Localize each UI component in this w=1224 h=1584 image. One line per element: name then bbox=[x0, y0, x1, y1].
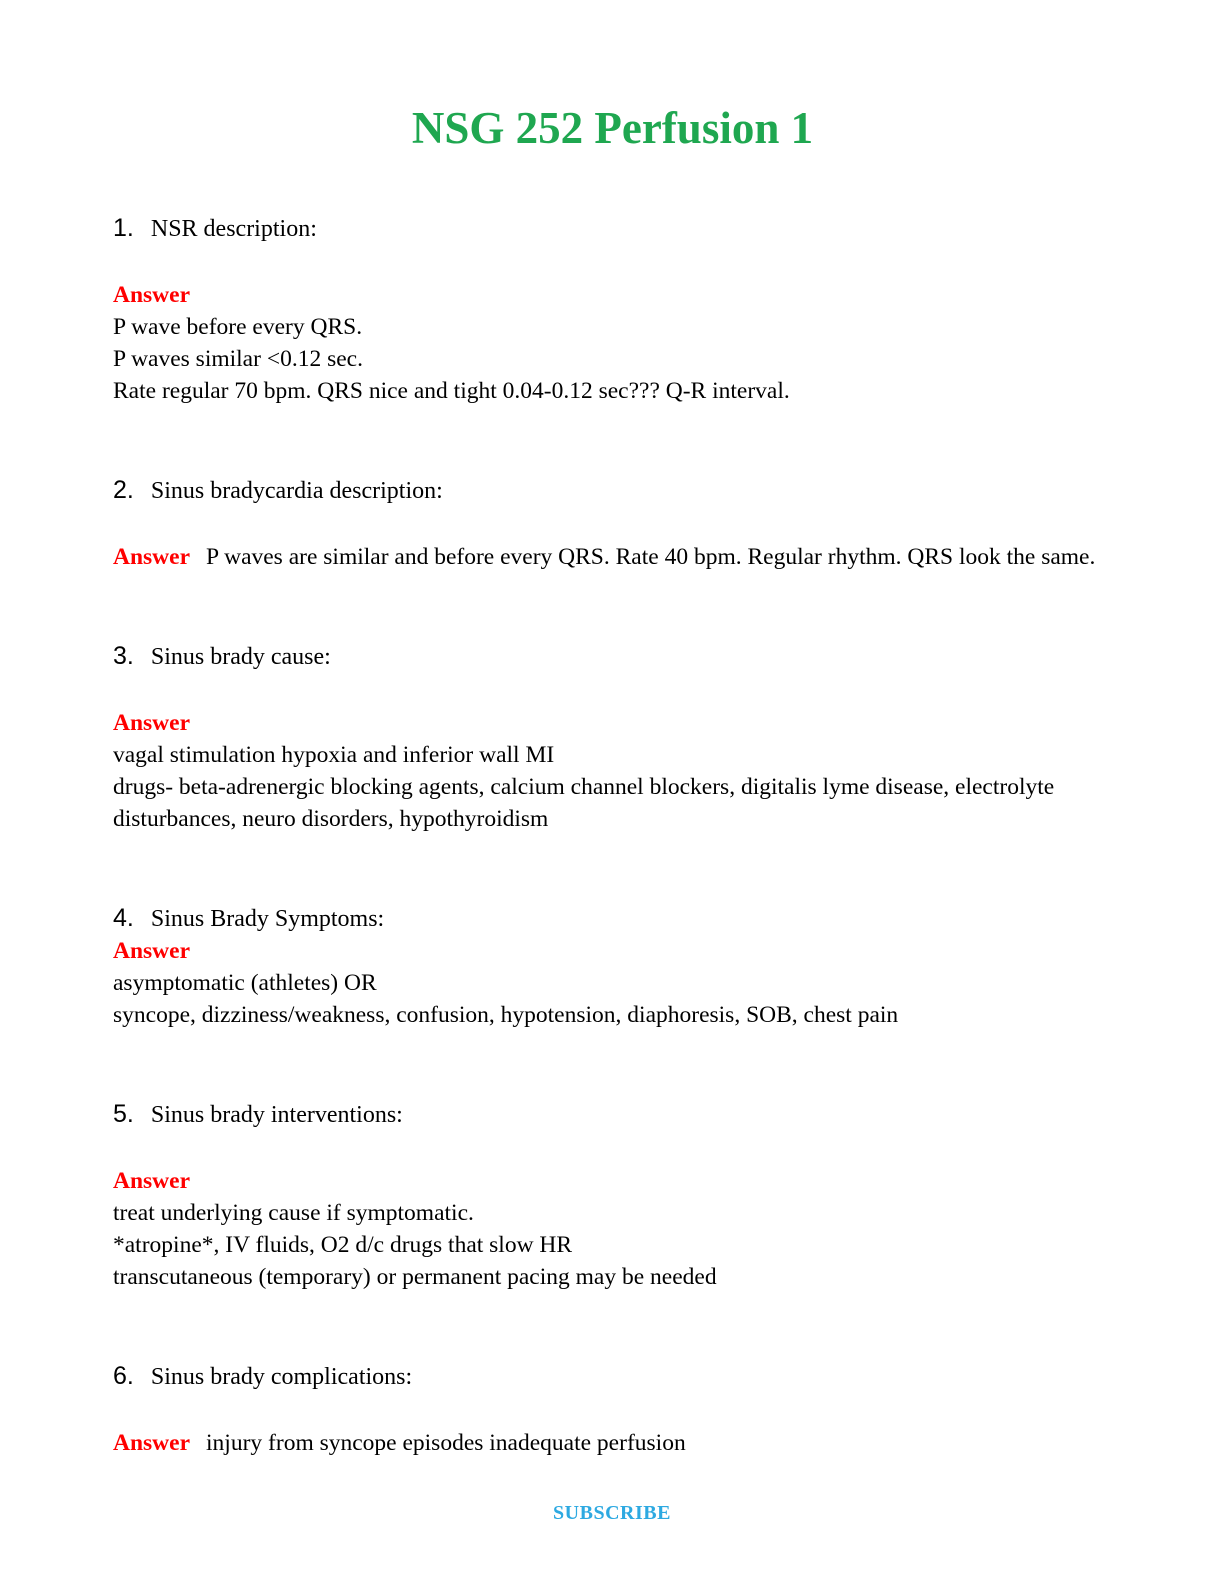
answer-text: P waves are similar and before every QRS. Rate 40 bpm. Regular rhythm. QRS look the same. bbox=[206, 544, 1096, 570]
question-block bbox=[113, 640, 1112, 835]
answer-paragraph bbox=[113, 541, 1112, 573]
answer-label: Answer bbox=[113, 1168, 191, 1194]
answer-line: vagal stimulation hypoxia and inferior wall MI bbox=[113, 742, 555, 768]
answer-label: Answer bbox=[113, 938, 191, 964]
question-line bbox=[113, 1098, 1112, 1131]
answer-section bbox=[113, 935, 1112, 1031]
answer-paragraph bbox=[113, 1427, 1112, 1459]
question-text: Sinus Brady Symptoms: bbox=[150, 906, 385, 932]
question-line bbox=[113, 1360, 1112, 1393]
question-text: Sinus bradycardia description: bbox=[150, 478, 443, 504]
answer-line: *atropine*, IV fluids, O2 d/c drugs that slow HR bbox=[113, 1232, 573, 1258]
question-number: 5. bbox=[113, 1100, 134, 1128]
answer-section bbox=[113, 707, 1112, 835]
subscribe-link[interactable]: SUBSCRIBE bbox=[553, 1502, 671, 1524]
question-number: 1. bbox=[113, 214, 134, 242]
question-line bbox=[113, 212, 1112, 245]
answer-line: drugs- beta-adrenergic blocking agents, calcium channel blockers, digitalis lyme disease, electrolyte disturbances, neuro disorders, hypothyroidism bbox=[113, 774, 1055, 832]
question-block bbox=[113, 902, 1112, 1031]
answer-line: transcutaneous (temporary) or permanent pacing may be needed bbox=[113, 1264, 717, 1290]
question-text: Sinus brady cause: bbox=[150, 644, 331, 670]
answer-label: Answer bbox=[113, 544, 191, 570]
question-text: NSR description: bbox=[150, 216, 317, 242]
question-number: 2. bbox=[113, 476, 134, 504]
question-number: 3. bbox=[113, 642, 134, 670]
question-block bbox=[113, 1098, 1112, 1293]
page-title: NSG 252 Perfusion 1 bbox=[411, 103, 814, 153]
question-number: 4. bbox=[113, 904, 134, 932]
answer-line: P waves similar <0.12 sec. bbox=[113, 346, 363, 372]
answer-label: Answer bbox=[113, 1430, 191, 1456]
answer-line: asymptomatic (athletes) OR bbox=[113, 970, 377, 996]
question-text: Sinus brady interventions: bbox=[150, 1102, 403, 1128]
answer-section bbox=[113, 279, 1112, 407]
question-block bbox=[113, 474, 1112, 573]
question-block bbox=[113, 212, 1112, 407]
question-number: 6. bbox=[113, 1362, 134, 1390]
question-line bbox=[113, 474, 1112, 507]
question-text: Sinus brady complications: bbox=[150, 1364, 413, 1390]
answer-line: Rate regular 70 bpm. QRS nice and tight 0.04-0.12 sec??? Q-R interval. bbox=[113, 378, 790, 404]
answer-label: Answer bbox=[113, 710, 191, 736]
answer-label: Answer bbox=[113, 282, 191, 308]
answer-line: treat underlying cause if symptomatic. bbox=[113, 1200, 474, 1226]
question-line bbox=[113, 640, 1112, 673]
page-footer bbox=[0, 1502, 1224, 1525]
answer-text: injury from syncope episodes inadequate perfusion bbox=[206, 1430, 686, 1456]
question-block bbox=[113, 1360, 1112, 1459]
answer-line: syncope, dizziness/weakness, confusion, hypotension, diaphoresis, SOB, chest pain bbox=[113, 1002, 899, 1028]
answer-section bbox=[113, 1165, 1112, 1293]
question-line bbox=[113, 902, 1112, 935]
answer-line: P wave before every QRS. bbox=[113, 314, 363, 340]
